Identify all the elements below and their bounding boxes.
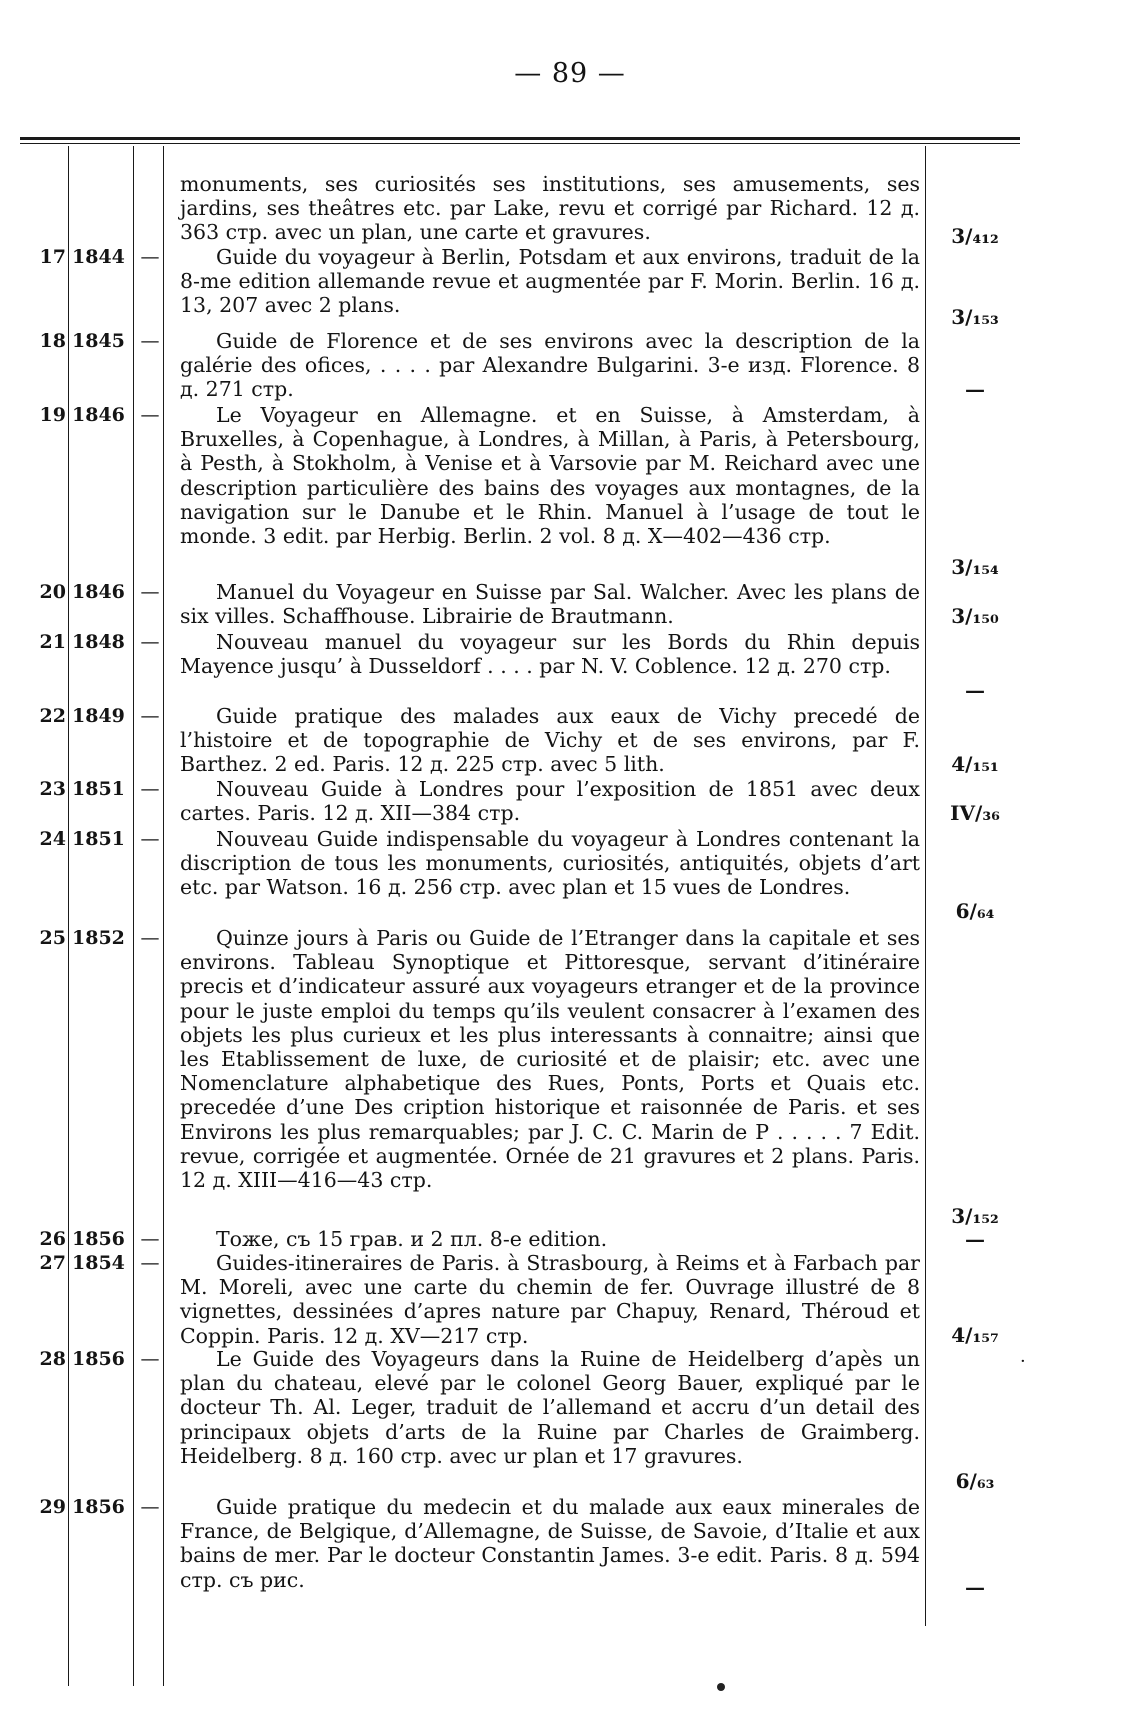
entry-price: 6/₆₃ — [955, 1469, 995, 1493]
entry-year: 1856 — [72, 1348, 125, 1370]
entry-price: — — [965, 678, 985, 702]
entry-price: — — [965, 1227, 985, 1251]
entry-text: Nouveau Guide indispensable du voyageur à Londres contenant la discription de tous les monuments, curiosités, antiquités, objets d’art etc. par Watson. 16 д. 256 стр. avec plan et 15 vues de Londres. — [180, 827, 920, 900]
entry-number: 26 — [39, 1228, 66, 1250]
entry-dash: — — [140, 828, 160, 850]
header-rule-thin — [20, 143, 1020, 144]
entry-text: Manuel du Voyageur en Suisse par Sal. Walcher. Avec les plans de six villes. Schaffhouse. Librairie de Brautmann. — [180, 580, 920, 629]
column-divider-number — [68, 146, 69, 1686]
entry-dash: — — [140, 404, 160, 426]
entry-dash: — — [140, 1252, 160, 1274]
entry-number: 29 — [39, 1496, 66, 1518]
entry-year: 1846 — [72, 581, 125, 603]
entry-number: 25 — [39, 927, 66, 949]
entry-number: 21 — [39, 631, 66, 653]
entry-text: Guides-itineraires de Paris. à Strasbourg, à Reims et à Farbach par M. Moreli, avec une carte du chemin de fer. Ouvrage illustré de 8 vignettes, dessinées d’apres nature par Chapuy, Renard, Théroud et Coppin. Paris. 12 д. XV—217 стр. — [180, 1251, 920, 1348]
entry-price: 3/₁₅₄ — [951, 555, 999, 579]
entry-text: Nouveau Guide à Londres pour l’exposition de 1851 avec deux cartes. Paris. 12 д. XII—384 стр. — [180, 777, 920, 826]
entry-number: 28 — [39, 1348, 66, 1370]
entry-text: Guide pratique des malades aux eaux de Vichy precedé de l’histoire et de topographie de Vichy et de ses environs, par F. Barthez. 2 ed. Paris. 12 д. 225 стр. avec 5 lith. — [180, 704, 920, 777]
entry-number: 18 — [39, 330, 66, 352]
entry-year: 1856 — [72, 1496, 125, 1518]
entry-number: 27 — [39, 1252, 66, 1274]
entry-year: 1851 — [72, 778, 125, 800]
page-number: — 89 — — [514, 58, 626, 89]
entry-number: 23 — [39, 778, 66, 800]
entry-year: 1848 — [72, 631, 125, 653]
entry-text: Le Guide des Voyageurs dans la Ruine de Heidelberg d’apès un plan du chateau, elevé par le colonel Georg Bauer, expliqué par le docteur Th. Al. Leger, traduit de l’allemand et accru d’un detail des principaux objets d’arts de la Ruine par Charles de Graimberg. Heidelberg. 8 д. 160 стр. avec ur plan et 17 gravures. — [180, 1347, 920, 1468]
entry-dash: — — [140, 927, 160, 949]
entry-text: Quinze jours à Paris ou Guide de l’Etranger dans la capitale et ses environs. Tableau Synoptique et Pittoresque, servant d’itinéraire precis et d’indicateur assuré aux voyageurs etranger et de la province pour le juste emploi du temps qu’ils veulent consacrer à l’examen des objets les plus curieux et les plus interessants à connaitre; ainsi que les Etablissement de luxe, de curiosité et de plaisir; etc. avec une Nomenclature alphabetique des Rues, Ponts, Ports et Quais etc. precedée d’une Des cription historique et raisonnée de Paris. et ses Environs les plus remarquables; par J. C. C. Marin de P . . . . . 7 Edit. revue, corrigée et augmentée. Ornée de 21 gravures et 2 plans. Paris. 12 д. XIII—416—43 стр. — [180, 926, 920, 1193]
column-divider-dash — [163, 146, 164, 1686]
entry-price: 6/₆₄ — [955, 899, 995, 923]
entry-number: 17 — [39, 246, 66, 268]
entry-number: 24 — [39, 828, 66, 850]
entry-dash: — — [140, 581, 160, 603]
entry-price: 4/₁₅₁ — [951, 752, 999, 776]
entry-text: Guide pratique du medecin et du malade aux eaux minerales de France, de Belgique, d’Allemagne, de Suisse, de Savoie, d’Italie et aux bains de mer. Par le docteur Constantin James. 3-e edit. Paris. 8 д. 594 стр. съ рис. — [180, 1495, 920, 1592]
entry-text: Le Voyageur en Allemagne. et en Suisse, à Amsterdam, à Bruxelles, à Copenhague, à Londres, à Millan, à Paris, à Petersbourg, à Pesth, à Stokholm, à Venise et à Varsovie par M. Reichard avec une description particulière des bains des voyages aux montagnes, de la navigation sur le Danube et le Rhin. Manuel à l’usage de tout le monde. 3 edit. par Herbig. Berlin. 2 vol. 8 д. X—402—436 стр. — [180, 403, 920, 549]
entry-dash: — — [140, 778, 160, 800]
entry-dash: — — [140, 1228, 160, 1250]
entry-price: — — [965, 377, 985, 401]
entry-dash: — — [140, 246, 160, 268]
entry-year: 1851 — [72, 828, 125, 850]
entry-dash: — — [140, 1348, 160, 1370]
entry-price: IV/₃₆ — [950, 801, 1000, 825]
entry-year: 1856 — [72, 1228, 125, 1250]
entry-price: 4/₁₅₇ — [951, 1323, 999, 1347]
stray-mark: · — [1020, 1351, 1026, 1372]
entry-price: — — [965, 1575, 985, 1599]
entry-year: 1854 — [72, 1252, 125, 1274]
entry-price: 3/₁₅₃ — [951, 305, 999, 329]
entry-year: 1846 — [72, 404, 125, 426]
entry-price: 3/₁₅₂ — [951, 1204, 999, 1228]
column-divider-price — [925, 146, 926, 1626]
entry-number: 22 — [39, 705, 66, 727]
entry-dash: — — [140, 330, 160, 352]
entry-text: Тоже, съ 15 грав. и 2 пл. 8-е edition. — [216, 1227, 608, 1251]
entry-price: 3/₄₁₂ — [951, 224, 999, 248]
entry-text: Guide de Florence et de ses environs avec la description de la galérie des ofices, . . . . par Alexandre Bulgarini. 3-е изд. Florence. 8 д. 271 стр. — [180, 329, 920, 402]
entry-year: 1844 — [72, 246, 125, 268]
entry-year: 1849 — [72, 705, 125, 727]
entry-text: Nouveau manuel du voyageur sur les Bords du Rhin depuis Mayence jusqu’ à Dusseldorf . . . . par N. V. Coblence. 12 д. 270 стр. — [180, 630, 920, 679]
entry-number: 20 — [39, 581, 66, 603]
entry-year: 1852 — [72, 927, 125, 949]
entry-dash: — — [140, 631, 160, 653]
ink-dot — [717, 1683, 725, 1691]
entry-price: 3/₁₅₀ — [951, 604, 999, 628]
header-rule — [20, 137, 1020, 140]
entry-year: 1845 — [72, 330, 125, 352]
entry-dash: — — [140, 1496, 160, 1518]
entry-text: monuments, ses curiosités ses institutions, ses amusements, ses jardins, ses theâtres etc. par Lake, revu et corrigé par Richard. 12 д. 363 стр. avec un plan, une carte et gravures. — [180, 172, 920, 245]
entry-number: 19 — [39, 404, 66, 426]
entry-dash: — — [140, 705, 160, 727]
column-divider-year — [133, 146, 134, 1686]
entry-text: Guide du voyageur à Berlin, Potsdam et aux environs, traduit de la 8-me edition allemande revue et augmentée par F. Morin. Berlin. 16 д. 13, 207 avec 2 plans. — [180, 245, 920, 318]
